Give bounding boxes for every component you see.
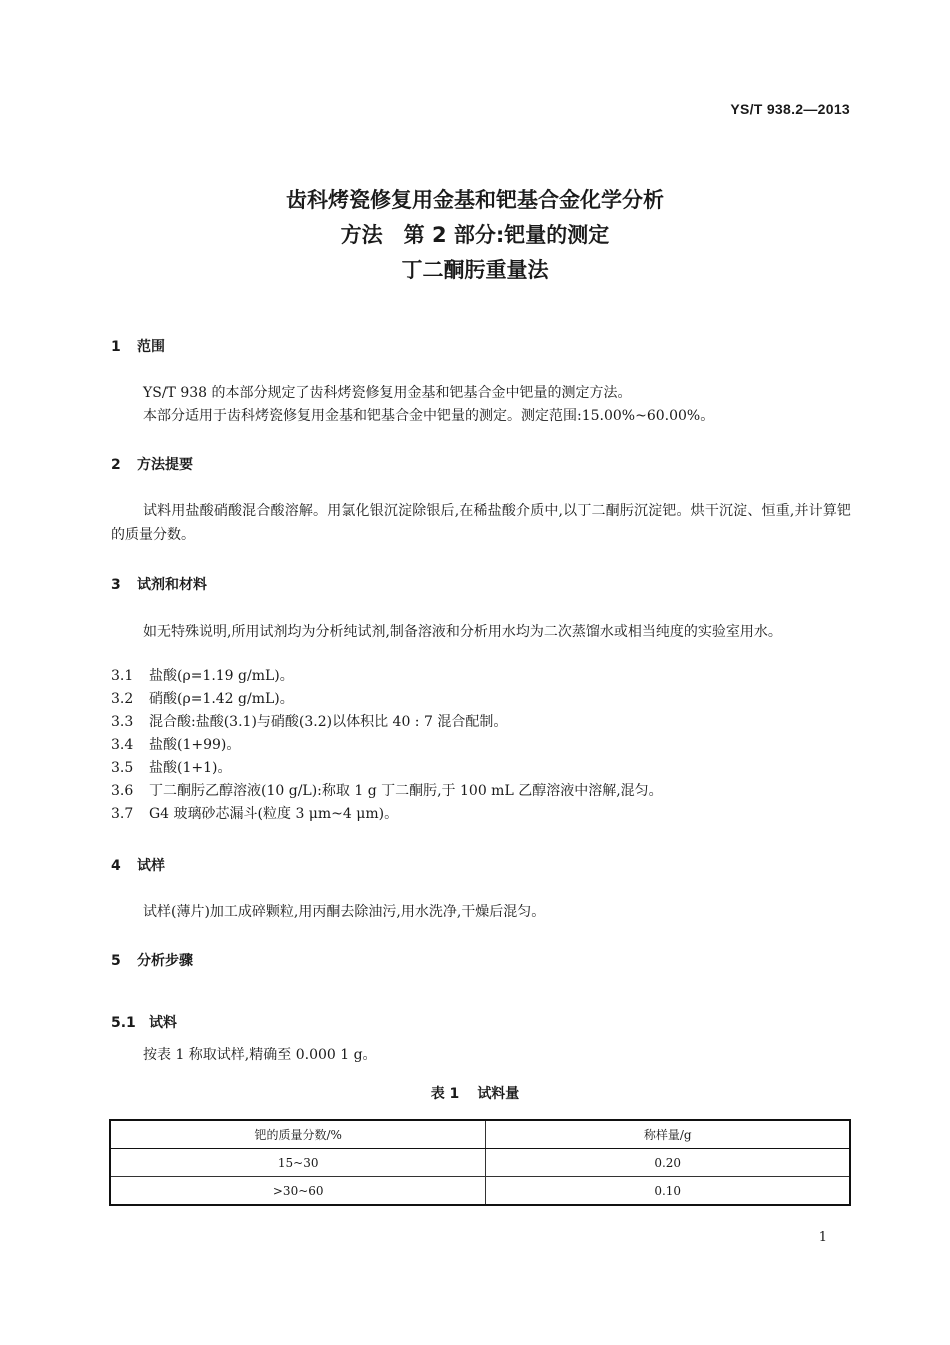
item-text: 硝酸(ρ=1.42 g/mL)。 [149,691,294,707]
section-5-1-heading [111,1012,177,1032]
section-5-heading [111,950,193,970]
section-2-paragraph-1: 试料用盐酸硝酸混合酸溶解。用氯化银沉淀除银后,在稀盐酸介质中,以丁二酮肟沉淀钯。烘干沉淀、恒重,并计算钯的质量分数。 [111,503,851,543]
table-cell: 15~30 [110,1149,486,1177]
section-1-paragraph-1: YS/T 938 的本部分规定了齿科烤瓷修复用金基和钯基合金中钯量的测定方法。 [143,385,632,401]
item-text: G4 玻璃砂芯漏斗(粒度 3 μm~4 μm)。 [149,806,399,822]
table-caption-title: 试料量 [477,1086,520,1102]
table-cell: >30~60 [110,1177,486,1206]
table-cell: 0.20 [486,1149,850,1177]
title-line-2: 方法 第 2 部分:钯量的测定 [340,223,610,247]
item-number: 3.1 [111,668,134,684]
section-number: 2 [111,457,121,473]
item-text: 盐酸(1+99)。 [149,737,241,753]
table-row [110,1149,850,1177]
section-3-paragraph-1: 如无特殊说明,所用试剂均为分析纯试剂,制备溶液和分析用水均为二次蒸馏水或相当纯度的实验室用水。 [143,624,782,640]
title-line-3: 丁二酮肟重量法 [401,258,549,282]
item-number: 3.7 [111,806,134,822]
document-title [0,183,950,288]
section-number: 1 [111,339,121,355]
list-item [111,665,294,687]
table-caption [0,1083,950,1103]
table-cell: 0.10 [486,1177,850,1206]
section-1-heading [111,336,165,356]
section-number: 4 [111,858,121,874]
item-text: 丁二酮肟乙醇溶液(10 g/L):称取 1 g 丁二酮肟,于 100 mL 乙醇溶液中溶解,混匀。 [149,783,663,799]
list-item [111,757,231,779]
table-header-cell: 钯的质量分数/% [110,1120,486,1149]
item-number: 3.3 [111,714,134,730]
table-caption-number: 表 1 [430,1086,460,1102]
section-title: 试样 [137,858,165,874]
table-header-row [110,1120,850,1149]
section-3-heading [111,574,207,594]
section-title: 分析步骤 [137,953,193,969]
item-number: 3.5 [111,760,134,776]
section-4-heading [111,855,165,875]
section-number: 5 [111,953,121,969]
item-number: 3.2 [111,691,134,707]
list-item [111,734,240,756]
title-line-1: 齿科烤瓷修复用金基和钯基合金化学分析 [286,188,664,212]
list-item [111,711,507,733]
sample-mass-table [109,1119,851,1206]
section-title: 试料 [149,1015,177,1031]
list-item [111,780,663,802]
page-number: 1 [818,1230,827,1245]
item-number: 3.6 [111,783,134,799]
section-number: 3 [111,577,121,593]
item-text: 盐酸(ρ=1.19 g/mL)。 [149,668,294,684]
section-4-paragraph-1: 试样(薄片)加工成碎颗粒,用丙酮去除油污,用水洗净,干燥后混匀。 [143,904,546,920]
item-text: 混合酸:盐酸(3.1)与硝酸(3.2)以体积比 40 : 7 混合配制。 [149,714,508,730]
section-title: 方法提要 [137,457,193,473]
item-text: 盐酸(1+1)。 [149,760,232,776]
list-item [111,688,294,710]
standard-code: YS/T 938.2—2013 [730,101,850,117]
section-2-heading [111,454,193,474]
item-number: 3.4 [111,737,134,753]
table-row [110,1177,850,1206]
section-title: 试剂和材料 [137,577,207,593]
section-number: 5.1 [111,1015,136,1031]
section-1-paragraph-2: 本部分适用于齿科烤瓷修复用金基和钯基合金中钯量的测定。测定范围:15.00%~60.00%。 [143,408,715,424]
section-title: 范围 [137,339,165,355]
section-5-1-paragraph-1: 按表 1 称取试样,精确至 0.000 1 g。 [143,1047,377,1063]
list-item [111,803,398,825]
table-header-cell: 称样量/g [486,1120,850,1149]
